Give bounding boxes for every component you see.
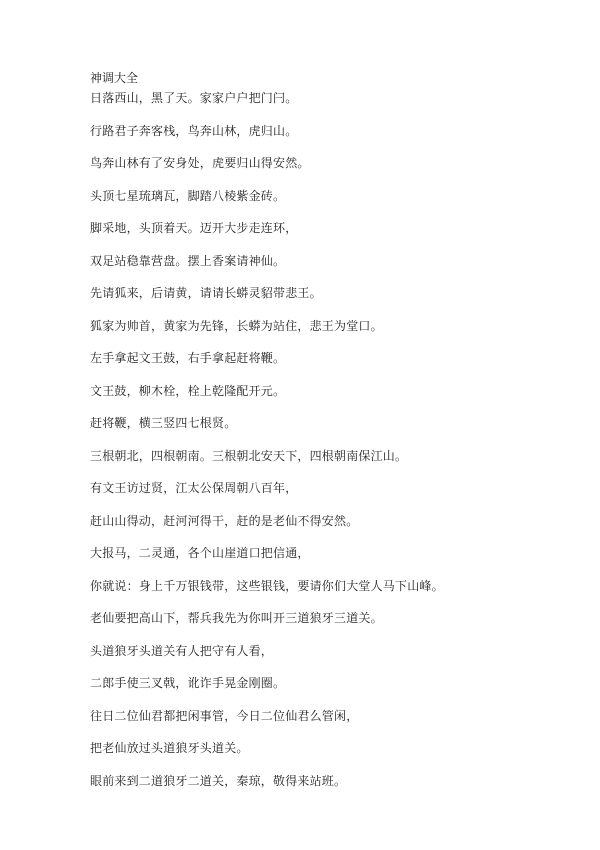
- document-body: [90, 90, 560, 805]
- text-line: 把老仙放过头道狼牙头道关。: [90, 741, 249, 755]
- text-line: 赶山山得动，赶河河得干，赶的是老仙不得安然。: [90, 513, 359, 528]
- text-line: 鸟奔山林有了安身处，虎要归山得安然。: [90, 156, 310, 170]
- document-title: 神调大全: [90, 71, 139, 85]
- text-line: 狐家为帅首，黄家为先锋，长蟒为站住，悲王为堂口。: [90, 318, 383, 333]
- text-line: 老仙要把高山下，帮兵我先为你叫开三道狼牙三道关。: [90, 611, 383, 625]
- text-line: 文王鼓，柳木栓，栓上乾隆配开元。: [90, 383, 286, 398]
- text-line: 往日二位仙君都把闲事管，今日二位仙君么管闲，: [90, 708, 359, 723]
- text-line: 大报马，二灵通，各个山崖道口把信通，: [90, 546, 310, 560]
- text-line: 行路君子奔客栈，鸟奔山林，虎归山。: [90, 123, 298, 138]
- text-line: 你就说：身上千万银钱带，这些银钱，要请你们大堂人马下山峰。: [90, 578, 444, 593]
- text-line: 双足站稳靠营盘。摆上香案请神仙。: [90, 253, 286, 268]
- text-line: 有文王访过贤，江太公保周朝八百年，: [90, 481, 298, 495]
- text-line: 先请狐来，后请黄，请请长蟒灵貂带悲王。: [90, 286, 322, 300]
- text-line: 头道狼牙头道关有人把守有人看，: [90, 643, 274, 658]
- text-line: 脚采地，头顶着天。迈开大步走连环，: [90, 221, 298, 235]
- text-line: 左手拿起文王鼓，右手拿起赶将鞭。: [90, 351, 286, 365]
- text-line: 二郎手使三叉戟，讹诈手晃金刚圈。: [90, 676, 286, 690]
- text-line: 赶将鞭，横三竖四七根贤。: [90, 416, 237, 430]
- text-line: 头顶七星琉璃瓦，脚踏八棱紫金砖。: [90, 188, 286, 203]
- text-line: 三根朝北，四根朝南。三根朝北安天下，四根朝南保江山。: [90, 448, 408, 463]
- text-line: 眼前来到二道狼牙二道关，秦琼，敬得来站班。: [90, 773, 347, 788]
- text-line: 日落西山，黑了天。家家户户把门闩。: [90, 91, 298, 105]
